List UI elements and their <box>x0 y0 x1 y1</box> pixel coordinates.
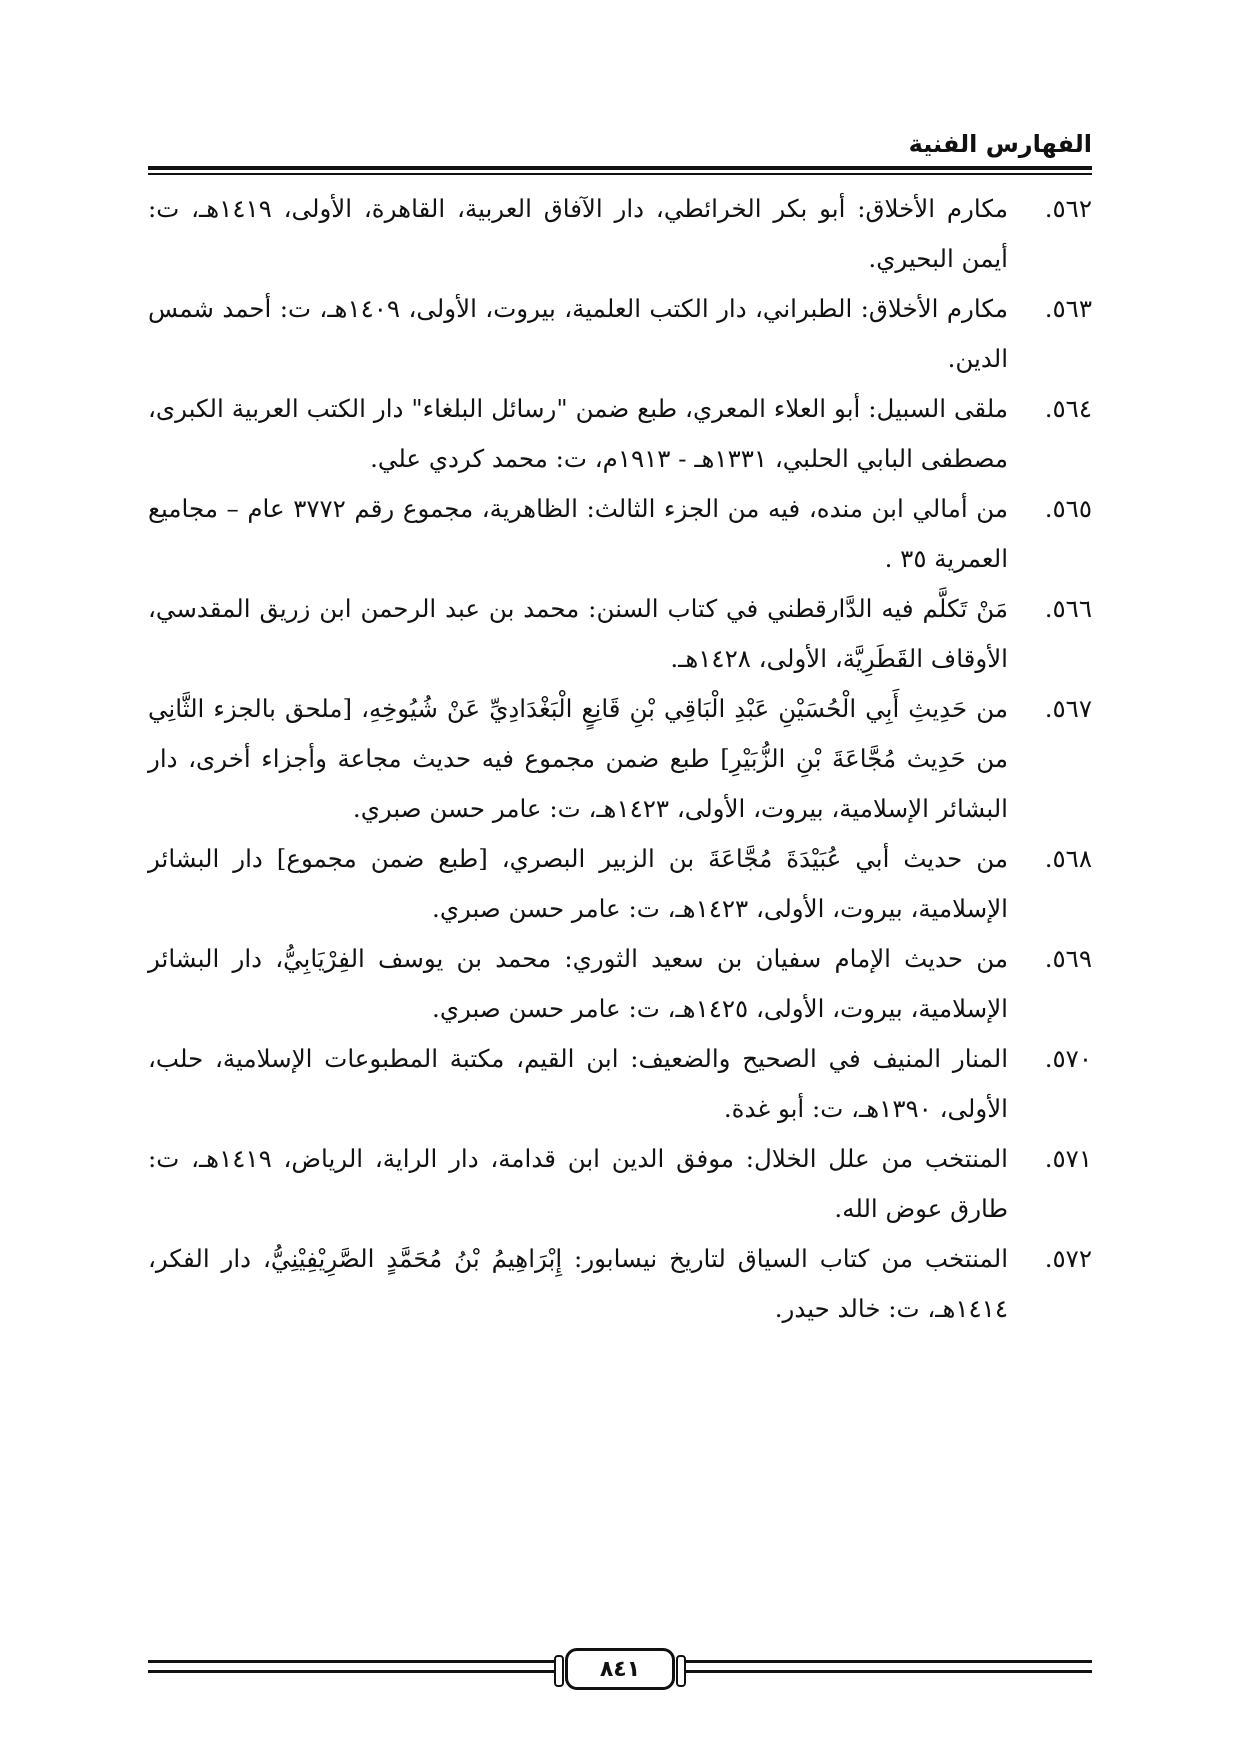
entry-number: ٥٦٦. <box>1044 594 1092 623</box>
page-number-badge <box>565 1648 675 1690</box>
entry-number: ٥٦٣. <box>1044 294 1092 323</box>
footer-rule-left <box>148 1660 558 1663</box>
footer-rule-right <box>682 1670 1092 1673</box>
entry-number: ٥٦٩. <box>1044 944 1092 973</box>
entry-text: ملقى السبيل: أبو العلاء المعري، طبع ضمن "رسائل البلغاء" دار الكتب العربية الكبرى، مصطفى البابي الحلبي، ١٣٣١هـ - ١٩١٣م، ت: محمد كردي علي. <box>148 394 1008 473</box>
entry-number: ٥٦٧. <box>1044 694 1092 723</box>
bibliography-entry <box>148 934 1092 1034</box>
page-number: ٨٤١ <box>599 1656 641 1682</box>
bibliography-entry <box>148 1234 1092 1334</box>
entry-number: ٥٧٠. <box>1044 1044 1092 1073</box>
bibliography-entry <box>148 834 1092 934</box>
bibliography-entry <box>148 1134 1092 1234</box>
entry-text: من حَدِيثِ أَبِي الْحُسَيْنِ عَبْدِ الْبَاقِي بْنِ قَانِعٍ الْبَغْدَادِيِّ عَنْ شُيُوخِهِ، [ملحق بالجزء الثَّانِي من حَدِيث مُجَّاعَةَ بْنِ الزُّبَيْرِ] طبع ضمن مجموع فيه حديث مجاعة وأجزاء أخرى، دار البشائر الإسلامية، بيروت، الأولى، ١٤٢٣هـ، ت: عامر حسن صبري. <box>148 694 1008 823</box>
entry-text: من حديث الإمام سفيان بن سعيد الثوري: محمد بن يوسف الفِرْيَابِيُّ، دار البشائر الإسلامية، بيروت، الأولى، ١٤٢٥هـ، ت: عامر حسن صبري. <box>148 944 1008 1023</box>
header-rule-thin <box>148 173 1092 175</box>
entry-text: المنار المنيف في الصحيح والضعيف: ابن القيم، مكتبة المطبوعات الإسلامية، حلب، الأولى، ١٣٩٠هـ، ت: أبو غدة. <box>148 1044 1008 1123</box>
entry-text: من أمالي ابن منده، فيه من الجزء الثالث: الظاهرية، مجموع رقم ٣٧٧٢ عام – مجاميع العمرية ٣٥ . <box>148 494 1008 573</box>
bibliography-entry <box>148 384 1092 484</box>
bibliography-entry <box>148 584 1092 684</box>
entry-text: مكارم الأخلاق: الطبراني، دار الكتب العلمية، بيروت، الأولى، ١٤٠٩هـ، ت: أحمد شمس الدين. <box>148 294 1008 373</box>
entry-number: ٥٦٤. <box>1044 394 1092 423</box>
bibliography-entry <box>148 284 1092 384</box>
entry-number: ٥٦٢. <box>1044 194 1092 223</box>
bibliography-entry <box>148 484 1092 584</box>
header-rule-thick <box>148 166 1092 170</box>
entry-text: مَنْ تَكلَّم فيه الدَّارقطني في كتاب السنن: محمد بن عبد الرحمن ابن زريق المقدسي، الأوقاف القَطَرِيَّة، الأولى، ١٤٢٨هـ. <box>148 594 1008 673</box>
running-header-title: الفهارس الفنية <box>908 130 1092 158</box>
bibliography-entry <box>148 684 1092 834</box>
footer-rule-left <box>148 1670 558 1673</box>
entry-text: المنتخب من علل الخلال: موفق الدين ابن قدامة، دار الراية، الرياض، ١٤١٩هـ، ت: طارق عوض الله. <box>148 1144 1008 1223</box>
bibliography-entry <box>148 184 1092 284</box>
entry-number: ٥٧٢. <box>1044 1244 1092 1273</box>
entry-number: ٥٦٥. <box>1044 494 1092 523</box>
entry-number: ٥٧١. <box>1044 1144 1092 1173</box>
bibliography-entry <box>148 1034 1092 1134</box>
entry-text: من حديث أبي عُبَيْدَةَ مُجَّاعَةَ بن الزبير البصري، [طبع ضمن مجموع] دار البشائر الإسلامية، بيروت، الأولى، ١٤٢٣هـ، ت: عامر حسن صبري. <box>148 844 1008 923</box>
bibliography-list <box>148 184 1092 1334</box>
entry-text: مكارم الأخلاق: أبو بكر الخرائطي، دار الآفاق العربية، القاهرة، الأولى، ١٤١٩هـ، ت: أيمن البحيري. <box>148 194 1008 273</box>
page-footer <box>148 1648 1092 1688</box>
entry-number: ٥٦٨. <box>1044 844 1092 873</box>
footer-rule-right <box>682 1660 1092 1663</box>
entry-text: المنتخب من كتاب السياق لتاريخ نيسابور: إِبْرَاهِيمُ بْنُ مُحَمَّدٍ الصَّرِيْفِيْنِيُّ، دار الفكر، ١٤١٤هـ، ت: خالد حيدر. <box>148 1244 1008 1323</box>
